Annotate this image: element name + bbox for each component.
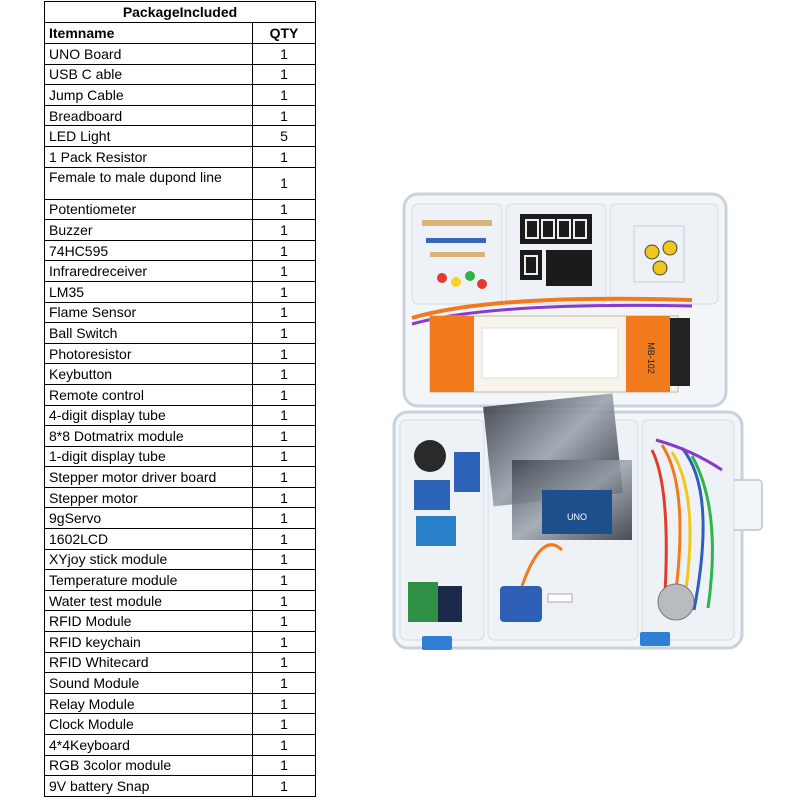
table-row bbox=[45, 755, 316, 776]
item-qty-cell: 1 bbox=[253, 446, 316, 467]
table-row bbox=[45, 632, 316, 653]
item-name-cell: RFID keychain bbox=[45, 632, 253, 653]
latch-right bbox=[640, 632, 670, 646]
item-qty-cell: 1 bbox=[253, 467, 316, 488]
item-name-cell: Stepper motor driver board bbox=[45, 467, 253, 488]
table-row bbox=[45, 673, 316, 694]
table-row bbox=[45, 735, 316, 756]
package-table bbox=[44, 1, 316, 797]
item-name-cell: Clock Module bbox=[45, 714, 253, 735]
table-row bbox=[45, 146, 316, 167]
item-qty-cell: 1 bbox=[253, 105, 316, 126]
table-row bbox=[45, 364, 316, 385]
item-qty-cell: 1 bbox=[253, 384, 316, 405]
latch-left bbox=[422, 636, 452, 650]
case-lid bbox=[404, 194, 726, 406]
item-qty-cell: 1 bbox=[253, 693, 316, 714]
item-name-cell: 8*8 Dotmatrix module bbox=[45, 426, 253, 447]
item-name-cell: UNO Board bbox=[45, 44, 253, 65]
item-name-cell: Breadboard bbox=[45, 105, 253, 126]
item-name-cell: RGB 3color module bbox=[45, 755, 253, 776]
item-name-cell: RFID Whitecard bbox=[45, 652, 253, 673]
item-qty-cell: 1 bbox=[253, 199, 316, 220]
item-qty-cell: 1 bbox=[253, 364, 316, 385]
item-name-cell: Remote control bbox=[45, 384, 253, 405]
item-name-cell: Photoresistor bbox=[45, 343, 253, 364]
kit-box-photo bbox=[372, 190, 780, 666]
item-name-cell: 74HC595 bbox=[45, 240, 253, 261]
item-qty-cell: 1 bbox=[253, 487, 316, 508]
table-row bbox=[45, 652, 316, 673]
item-name-cell: LM35 bbox=[45, 281, 253, 302]
table-row bbox=[45, 199, 316, 220]
table-row bbox=[45, 467, 316, 488]
item-qty-cell: 1 bbox=[253, 64, 316, 85]
table-row bbox=[45, 487, 316, 508]
table-row bbox=[45, 611, 316, 632]
item-qty-cell: 1 bbox=[253, 590, 316, 611]
item-name-cell: Infraredreceiver bbox=[45, 261, 253, 282]
table-row bbox=[45, 426, 316, 447]
item-qty-cell: 1 bbox=[253, 323, 316, 344]
item-qty-cell: 1 bbox=[253, 776, 316, 797]
table-row bbox=[45, 714, 316, 735]
table-row bbox=[45, 167, 316, 199]
item-name-cell: Female to male dupond line bbox=[45, 167, 253, 199]
item-name-cell: Ball Switch bbox=[45, 323, 253, 344]
table-row bbox=[45, 549, 316, 570]
table-row bbox=[45, 240, 316, 261]
item-name-cell: USB C able bbox=[45, 64, 253, 85]
item-name-cell: 4-digit display tube bbox=[45, 405, 253, 426]
item-qty-cell: 1 bbox=[253, 508, 316, 529]
item-qty-cell: 1 bbox=[253, 167, 316, 199]
item-name-cell: Potentiometer bbox=[45, 199, 253, 220]
item-name-cell: Relay Module bbox=[45, 693, 253, 714]
item-name-cell: Stepper motor bbox=[45, 487, 253, 508]
item-name-cell: Buzzer bbox=[45, 220, 253, 241]
item-qty-cell: 1 bbox=[253, 405, 316, 426]
item-qty-cell: 1 bbox=[253, 611, 316, 632]
table-row bbox=[45, 405, 316, 426]
table-row bbox=[45, 343, 316, 364]
table-row bbox=[45, 85, 316, 106]
case-base bbox=[394, 393, 762, 650]
item-name-cell: LED Light bbox=[45, 126, 253, 147]
item-name-cell: XYjoy stick module bbox=[45, 549, 253, 570]
item-qty-cell: 1 bbox=[253, 146, 316, 167]
item-name-cell: 9gServo bbox=[45, 508, 253, 529]
table-row bbox=[45, 323, 316, 344]
table-row bbox=[45, 446, 316, 467]
item-qty-cell: 1 bbox=[253, 343, 316, 364]
table-row bbox=[45, 384, 316, 405]
table-row bbox=[45, 590, 316, 611]
item-name-cell: 1 Pack Resistor bbox=[45, 146, 253, 167]
column-header-qty: QTY bbox=[253, 23, 316, 44]
table-row bbox=[45, 693, 316, 714]
item-qty-cell: 1 bbox=[253, 281, 316, 302]
item-qty-cell: 1 bbox=[253, 220, 316, 241]
item-qty-cell: 1 bbox=[253, 240, 316, 261]
item-name-cell: Flame Sensor bbox=[45, 302, 253, 323]
item-qty-cell: 1 bbox=[253, 44, 316, 65]
breadboard bbox=[430, 316, 690, 392]
item-name-cell: Temperature module bbox=[45, 570, 253, 591]
item-name-cell: Sound Module bbox=[45, 673, 253, 694]
item-name-cell: 1-digit display tube bbox=[45, 446, 253, 467]
table-row bbox=[45, 126, 316, 147]
table-body bbox=[45, 44, 316, 797]
item-qty-cell: 1 bbox=[253, 570, 316, 591]
item-name-cell: Keybutton bbox=[45, 364, 253, 385]
item-qty-cell: 1 bbox=[253, 302, 316, 323]
item-name-cell: Jump Cable bbox=[45, 85, 253, 106]
item-qty-cell: 1 bbox=[253, 85, 316, 106]
display-modules bbox=[520, 214, 592, 286]
table-row bbox=[45, 220, 316, 241]
item-qty-cell: 1 bbox=[253, 714, 316, 735]
item-qty-cell: 5 bbox=[253, 126, 316, 147]
item-name-cell: RFID Module bbox=[45, 611, 253, 632]
item-qty-cell: 1 bbox=[253, 735, 316, 756]
table-row bbox=[45, 64, 316, 85]
uno-board-label: UNO bbox=[567, 512, 587, 522]
item-qty-cell: 1 bbox=[253, 632, 316, 653]
table-row bbox=[45, 508, 316, 529]
stepper-motor bbox=[658, 584, 694, 620]
item-name-cell: Water test module bbox=[45, 590, 253, 611]
table-row bbox=[45, 281, 316, 302]
table-row bbox=[45, 776, 316, 797]
item-name-cell: 9V battery Snap bbox=[45, 776, 253, 797]
table-row bbox=[45, 44, 316, 65]
table-row bbox=[45, 302, 316, 323]
item-qty-cell: 1 bbox=[253, 549, 316, 570]
item-qty-cell: 1 bbox=[253, 652, 316, 673]
item-qty-cell: 1 bbox=[253, 673, 316, 694]
item-qty-cell: 1 bbox=[253, 529, 316, 550]
table-row bbox=[45, 261, 316, 282]
column-header-item: Itemname bbox=[45, 23, 253, 44]
table-row bbox=[45, 529, 316, 550]
table-row bbox=[45, 105, 316, 126]
item-name-cell: 1602LCD bbox=[45, 529, 253, 550]
item-name-cell: 4*4Keyboard bbox=[45, 735, 253, 756]
table-title: PackageIncluded bbox=[45, 2, 316, 23]
item-qty-cell: 1 bbox=[253, 261, 316, 282]
breadboard-label: MB-102 bbox=[646, 342, 656, 374]
item-qty-cell: 1 bbox=[253, 755, 316, 776]
item-qty-cell: 1 bbox=[253, 426, 316, 447]
table-row bbox=[45, 570, 316, 591]
